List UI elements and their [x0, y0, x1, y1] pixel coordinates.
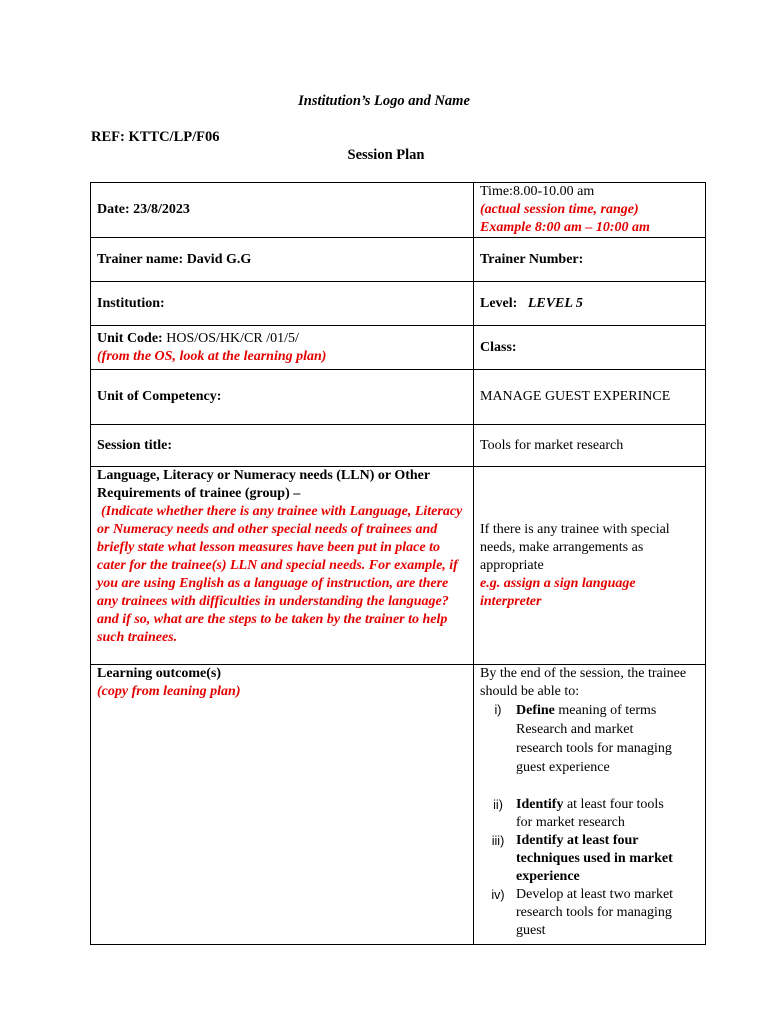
outcome-bold: Define	[516, 703, 555, 718]
outcome-number: ii)	[493, 798, 503, 812]
outcome-item	[480, 701, 699, 777]
level-label: Level:	[480, 295, 518, 311]
time: Time:8.00-10.00 am	[480, 184, 595, 199]
row-unit-code	[91, 326, 706, 370]
row-date-time	[91, 183, 706, 238]
institution-label: Institution:	[97, 295, 165, 311]
row-trainer	[91, 238, 706, 282]
institution-logo-name: Institution’s Logo and Name	[298, 93, 470, 109]
trainer-number-cell	[474, 238, 706, 282]
trainer-number: Trainer Number:	[480, 251, 584, 267]
lo-value-cell	[474, 665, 706, 945]
date-cell	[91, 183, 474, 238]
session-title-value: Tools for market research	[480, 437, 624, 453]
session-title-label: Session title:	[97, 437, 173, 453]
uoc-label: Unit of Competency:	[97, 389, 222, 404]
row-learning-outcomes	[91, 665, 706, 945]
row-session-title	[91, 425, 706, 467]
lo-intro: By the end of the session, the trainee should be able to:	[480, 666, 687, 699]
uoc-value: MANAGE GUEST EXPERINCE	[480, 389, 671, 404]
session-title-label-cell	[91, 425, 474, 467]
row-institution	[91, 282, 706, 326]
unit-code-value: HOS/OS/HK/CR /01/5/	[162, 330, 299, 346]
lln-value-cell	[474, 467, 706, 665]
unit-code-note: (from the OS, look at the learning plan)	[97, 348, 327, 364]
row-lln	[91, 467, 706, 665]
lln-label-cell	[91, 467, 474, 665]
date: Date: 23/8/2023	[97, 202, 190, 217]
outcome-text: meaning of terms Research and market research tools for managing guest experience	[516, 703, 672, 775]
unit-code-label: Unit Code:	[97, 330, 163, 346]
uoc-label-cell	[91, 370, 474, 425]
document-title: Session Plan	[347, 147, 425, 163]
trainer-name-cell	[91, 238, 474, 282]
outcome-item	[480, 886, 699, 940]
lln-note: (Indicate whether there is any trainee with Language, Literacy or Numeracy needs and other special needs of trainees and briefly state what lesson measures have been put in place to cater for the trainee(s) LLN and special needs. For example, if you are using English as a language of instruction, are there any trainees with difficulties in understanding the language? and if so, what are the steps to be taken by the trainer to help such trainees.	[97, 504, 463, 645]
trainer-name: Trainer name: David G.G	[97, 251, 252, 267]
session-title-value-cell	[474, 425, 706, 467]
time-note: (actual session time, range)	[480, 202, 639, 217]
outcome-list	[480, 701, 699, 940]
lln-label: Language, Literacy or Numeracy needs (LLN) or Other Requirements of trainee (group) –	[97, 468, 430, 501]
lln-value-note: e.g. assign a sign language interpreter	[480, 575, 636, 609]
lo-label-cell	[91, 665, 474, 945]
uoc-value-cell	[474, 370, 706, 425]
unit-code-cell	[91, 326, 474, 370]
lo-label: Learning outcome(s)	[97, 666, 222, 681]
outcome-text: at least four tools for market research	[516, 797, 664, 830]
level-cell	[474, 282, 706, 326]
row-unit-of-competency	[91, 370, 706, 425]
lln-value: If there is any trainee with special needs, make arrangements as appropriate	[480, 521, 670, 573]
session-plan-table	[90, 182, 706, 945]
outcome-number: iii)	[491, 834, 505, 848]
class-cell	[474, 326, 706, 370]
outcome-bold: Identify at least four techniques used in market experience	[516, 833, 673, 884]
outcome-item	[480, 796, 699, 832]
level-value: LEVEL 5	[527, 295, 583, 311]
outcome-bold: Identify	[516, 797, 564, 812]
time-cell	[474, 183, 706, 238]
reference-code: REF: KTTC/LP/F06	[91, 129, 220, 145]
class-label: Class:	[480, 339, 517, 355]
outcome-item	[480, 832, 699, 886]
outcome-number: i)	[494, 703, 502, 717]
outcome-number: iv)	[491, 888, 505, 902]
outcome-text: Develop at least two market research tools for managing guest	[516, 887, 674, 938]
institution-cell	[91, 282, 474, 326]
time-example: Example 8:00 am – 10:00 am	[480, 220, 650, 235]
lo-note: (copy from leaning plan)	[97, 684, 241, 699]
